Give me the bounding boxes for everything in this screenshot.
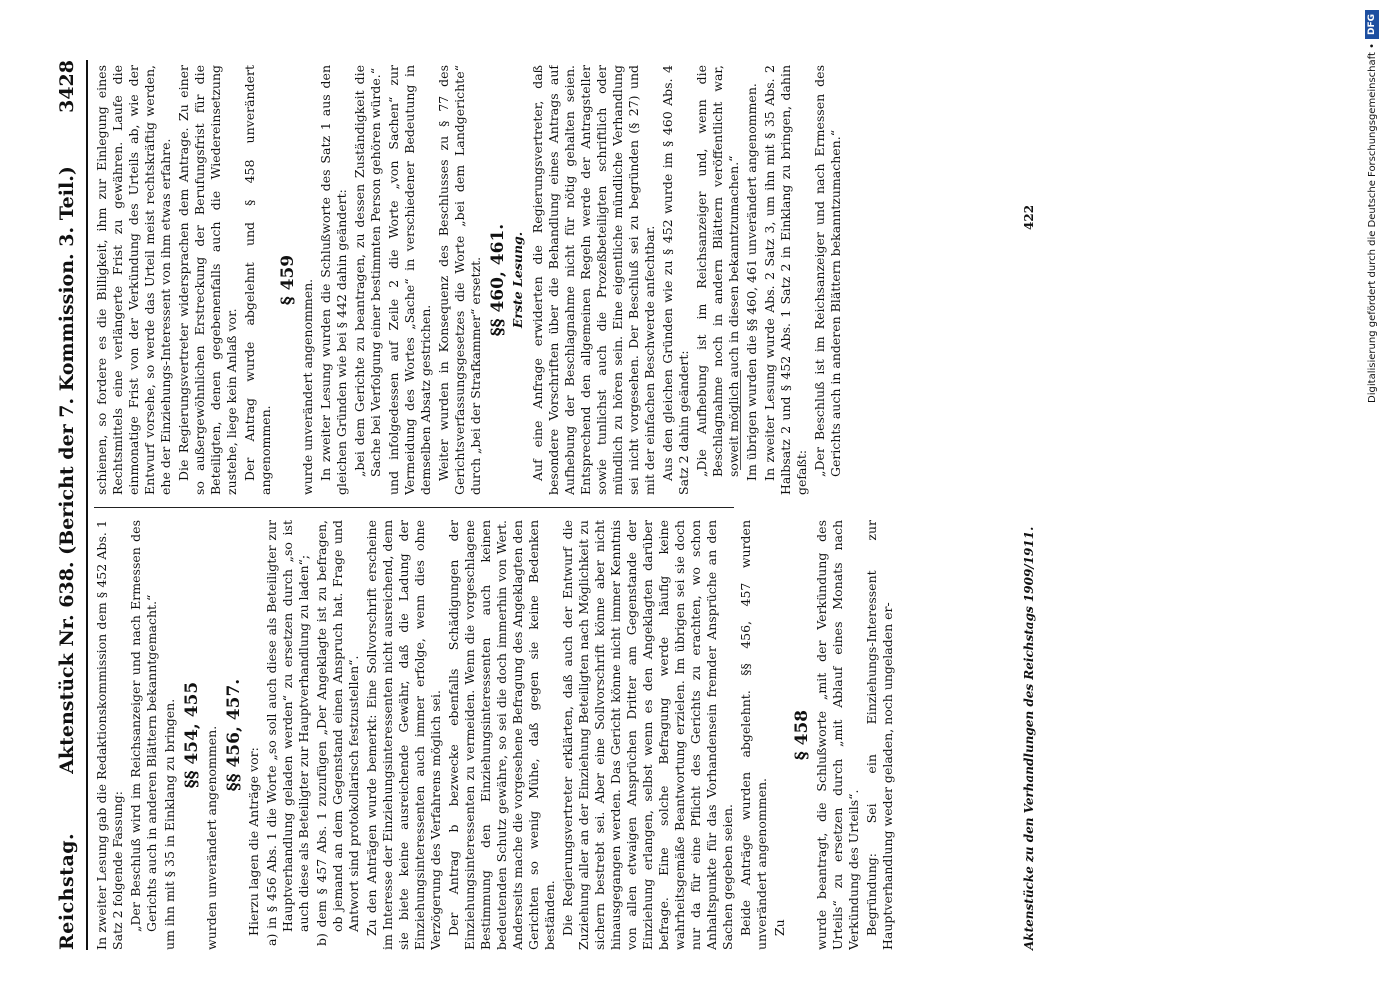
paragraph: Die Regierungsvertreter widersprachen dem Antrage. Zu einer so außergewöhnlichen Erstreckung der Berufungsfrist für die Beteiligten, denen gegebenenfalls auch die Wiedereinsetzung zustehe, liege kein Anlaß vor. <box>176 65 239 495</box>
section-heading: § 458 <box>792 709 812 761</box>
paragraph: wurden unverändert angenommen. <box>204 725 219 950</box>
paragraph: Zu den Anträgen wurde bemerkt: Eine Sollvorschrift erscheine im Interesse der Einziehungsinteressenten nicht ausreichend, denn sie biete keine ausreichende Gewähr, daß die Ladung der Einziehungsinteressenten auch immer erfolge, wenn dies ohne Verzögerung des Verfahrens möglich sei. <box>364 520 443 950</box>
paragraph: Weiter wurden in Konsequenz des Beschlusses zu § 77 des Gerichtsverfassungsgesetzes die Worte „bei dem Landgerichte“ durch „bei der Strafkammer“ ersetzt. <box>436 65 483 495</box>
paragraph: wurde unverändert angenommen. <box>300 278 315 495</box>
subsection-heading: Erste Lesung. <box>510 231 525 329</box>
paragraph: Hierzu lagen die Anträge vor: <box>246 747 261 936</box>
paragraph: Auf eine Anfrage erwiderten die Regierungsvertreter, daß besondere Vorschriften über die Behandlung eines Antrags auf Aufhebung der Beschlagnahme nicht für nötig gehalten seien. Entsprechend den allgemeinen Regeln werde der Antragsteller sowie tunlichst auch die Prozeßbeteiligten schriftlich oder mündlich zu hören sein. Eine eigentliche mündliche Verhandlung sei nicht vorgesehen. Der Beschluß sei zu begründen (§ 27) und mit der einfachen Beschwerde anfechtbar. <box>530 65 657 495</box>
paragraph: schienen, so fordere es die Billigkeit, ihm zur Einlegung eines Rechtsmittels eine verlängerte Frist zu gewähren. Laufe die einmonatige Frist von der Verkündung des Urteils ab, wie der Entwurf vorsehe, so werde das Urteil meist rechtskräftig werden, ehe der Einziehungs-Interessent von ihm etwas erfahre. <box>94 65 173 495</box>
paragraph: Aus den gleichen Gründen wie zu § 452 wurde im § 460 Abs. 4 Satz 2 dahin geändert: <box>660 65 691 495</box>
paragraph: um ihn mit § 35 in Einklang zu bringen. <box>162 698 177 950</box>
paragraph: Der Antrag wurde abgelehnt und § 458 unverändert angenommen. <box>242 65 273 495</box>
quote: „Die Aufhebung ist im Reichsanzeiger und, wenn die Beschlagnahme noch in andern Blättern veröffentlicht war, soweit möglich auch in diesen bekanntzumachen.“ <box>694 65 741 477</box>
footer-page-number: 422 <box>1022 204 1036 230</box>
paragraph: In zweiter Lesung wurde Abs. 2 Satz 3, um ihn mit § 35 Abs. 2 Halbsatz 2 und § 452 Abs. 1 Satz 2 in Einklang zu bringen, dahin gefaßt: <box>762 65 809 495</box>
credit-text: Digitalisierung gefördert durch die Deutsche Forschungsgemeinschaft • <box>1366 43 1378 403</box>
paragraph: Zu <box>772 919 787 936</box>
paragraph: Im übrigen wurden die §§ 460, 461 unverändert angenommen. <box>744 83 759 481</box>
column-divider <box>94 507 734 508</box>
paragraph: In zweiter Lesung gab die Redaktionskommission dem § 452 Abs. 1 Satz 2 folgende Fassung: <box>94 520 125 950</box>
header-left: Reichstag. <box>56 832 78 950</box>
margin-credit <box>1362 10 1382 990</box>
paragraph: Beide Anträge wurden abgelehnt. §§ 456, 457 wurden unverändert angenommen. <box>738 520 769 950</box>
dfg-logo: DFG <box>1365 10 1379 39</box>
quote: „Der Beschluß wird im Reichsanzeiger und nach Ermessen des Gerichts auch in anderen Blättern bekanntgemacht.“ <box>128 520 159 932</box>
header-rule <box>86 60 88 950</box>
paragraph: wurde beantragt, die Schlußworte „mit der Verkündung des Urteils“ zu ersetzen durch „mit Ablauf eines Monats nach Verkündung des Urteils“. <box>814 520 861 950</box>
page-header <box>50 60 86 950</box>
section-heading: §§ 460, 461. <box>488 223 508 337</box>
left-column <box>94 520 1014 950</box>
quote: „Der Beschluß ist im Reichsanzeiger und nach Ermessen des Gerichts auch in anderen Blättern bekanntzumachen.“ <box>812 65 843 477</box>
paragraph: Begründung: Sei ein Einziehungs-Interessent zur Hauptverhandlung weder geladen, noch ungeladen er- <box>864 520 895 950</box>
list-item: b) dem § 457 Abs. 1 zuzufügen „Der Angeklagte ist zu befragen, ob jemand an dem Gegenstand einen Anspruch hat. Frage und Antwort sind protokollarisch festzustellen“. <box>314 520 361 946</box>
section-heading: § 459 <box>278 254 298 306</box>
list-item: a) in § 456 Abs. 1 die Worte „so soll auch diese als Beteiligter zur Hauptverhandlung geladen werden“ zu ersetzen durch „so ist auch diese als Beteiligter zur Hauptverhandlung zu laden“; <box>264 520 311 946</box>
right-column <box>94 65 1014 495</box>
section-heading: §§ 456, 457. <box>224 678 244 792</box>
scanned-page <box>50 60 1050 950</box>
quote: „bei dem Gerichte zu beantragen, zu dessen Zuständigkeit die Sache bei Verfolgung einer bestimmten Person gehören würde.“ <box>352 65 383 477</box>
header-page-number: 3428 <box>56 60 78 113</box>
paragraph: In zweiter Lesung wurden die Schlußworte des Satz 1 aus den gleichen Gründen wie bei § 442 dahin geändert: <box>318 65 349 495</box>
section-heading: §§ 454, 455 <box>182 681 202 789</box>
paragraph: und infolgedessen auf Zeile 2 die Worte „von Sachen“ zur Vermeidung des Wortes „Sache“ in verschiedener Bedeutung in demselben Absatz gestrichen. <box>386 65 433 495</box>
paragraph: Die Regierungsvertreter erklärten, daß auch der Entwurf die Zuziehung aller an der Einziehung Beteiligten nach Möglichkeit zu sichern bestrebt sei. Aber eine Sollvorschrift könne aber nicht hinausgegangen werden. Das Gericht könne nicht immer Kenntnis von allen etwaigen Ansprüchen Dritter am Gegenstande der Einziehung erlangen, selbst wenn es den Angeklagten darüber befrage. Eine solche Befragung werde häufig keine wahrheitsgemäße Beantwortung erzielen. Im übrigen sei sie doch nur da für eine Pflicht des Gerichts zu erachten, wo schon Anhaltspunkte für das Vorhandensein fremder Ansprüche an den Sachen gegeben seien. <box>560 520 735 950</box>
paragraph: Der Antrag b bezwecke ebenfalls Schädigungen der Einziehungsinteressenten zu vermeiden. Wenn die vorgeschlagene Bestimmung den Einziehungsinteressenten auch keinen bedeutenden Schutz gewähre, so sei die doch immerhin von Wert. Anderseits mache die vorgesehene Befragung des Angeklagten den Gerichten so wenig Mühe, daß gegen sie keine Bedenken beständen. <box>446 520 557 950</box>
header-center: Aktenstück Nr. 638. (Bericht der 7. Kommission. 3. Teil.) <box>56 166 78 774</box>
separator-rule <box>740 370 741 470</box>
footer-source: Aktenstücke zu den Verhandlungen des Reichstags 1909/1911. <box>1022 526 1036 950</box>
